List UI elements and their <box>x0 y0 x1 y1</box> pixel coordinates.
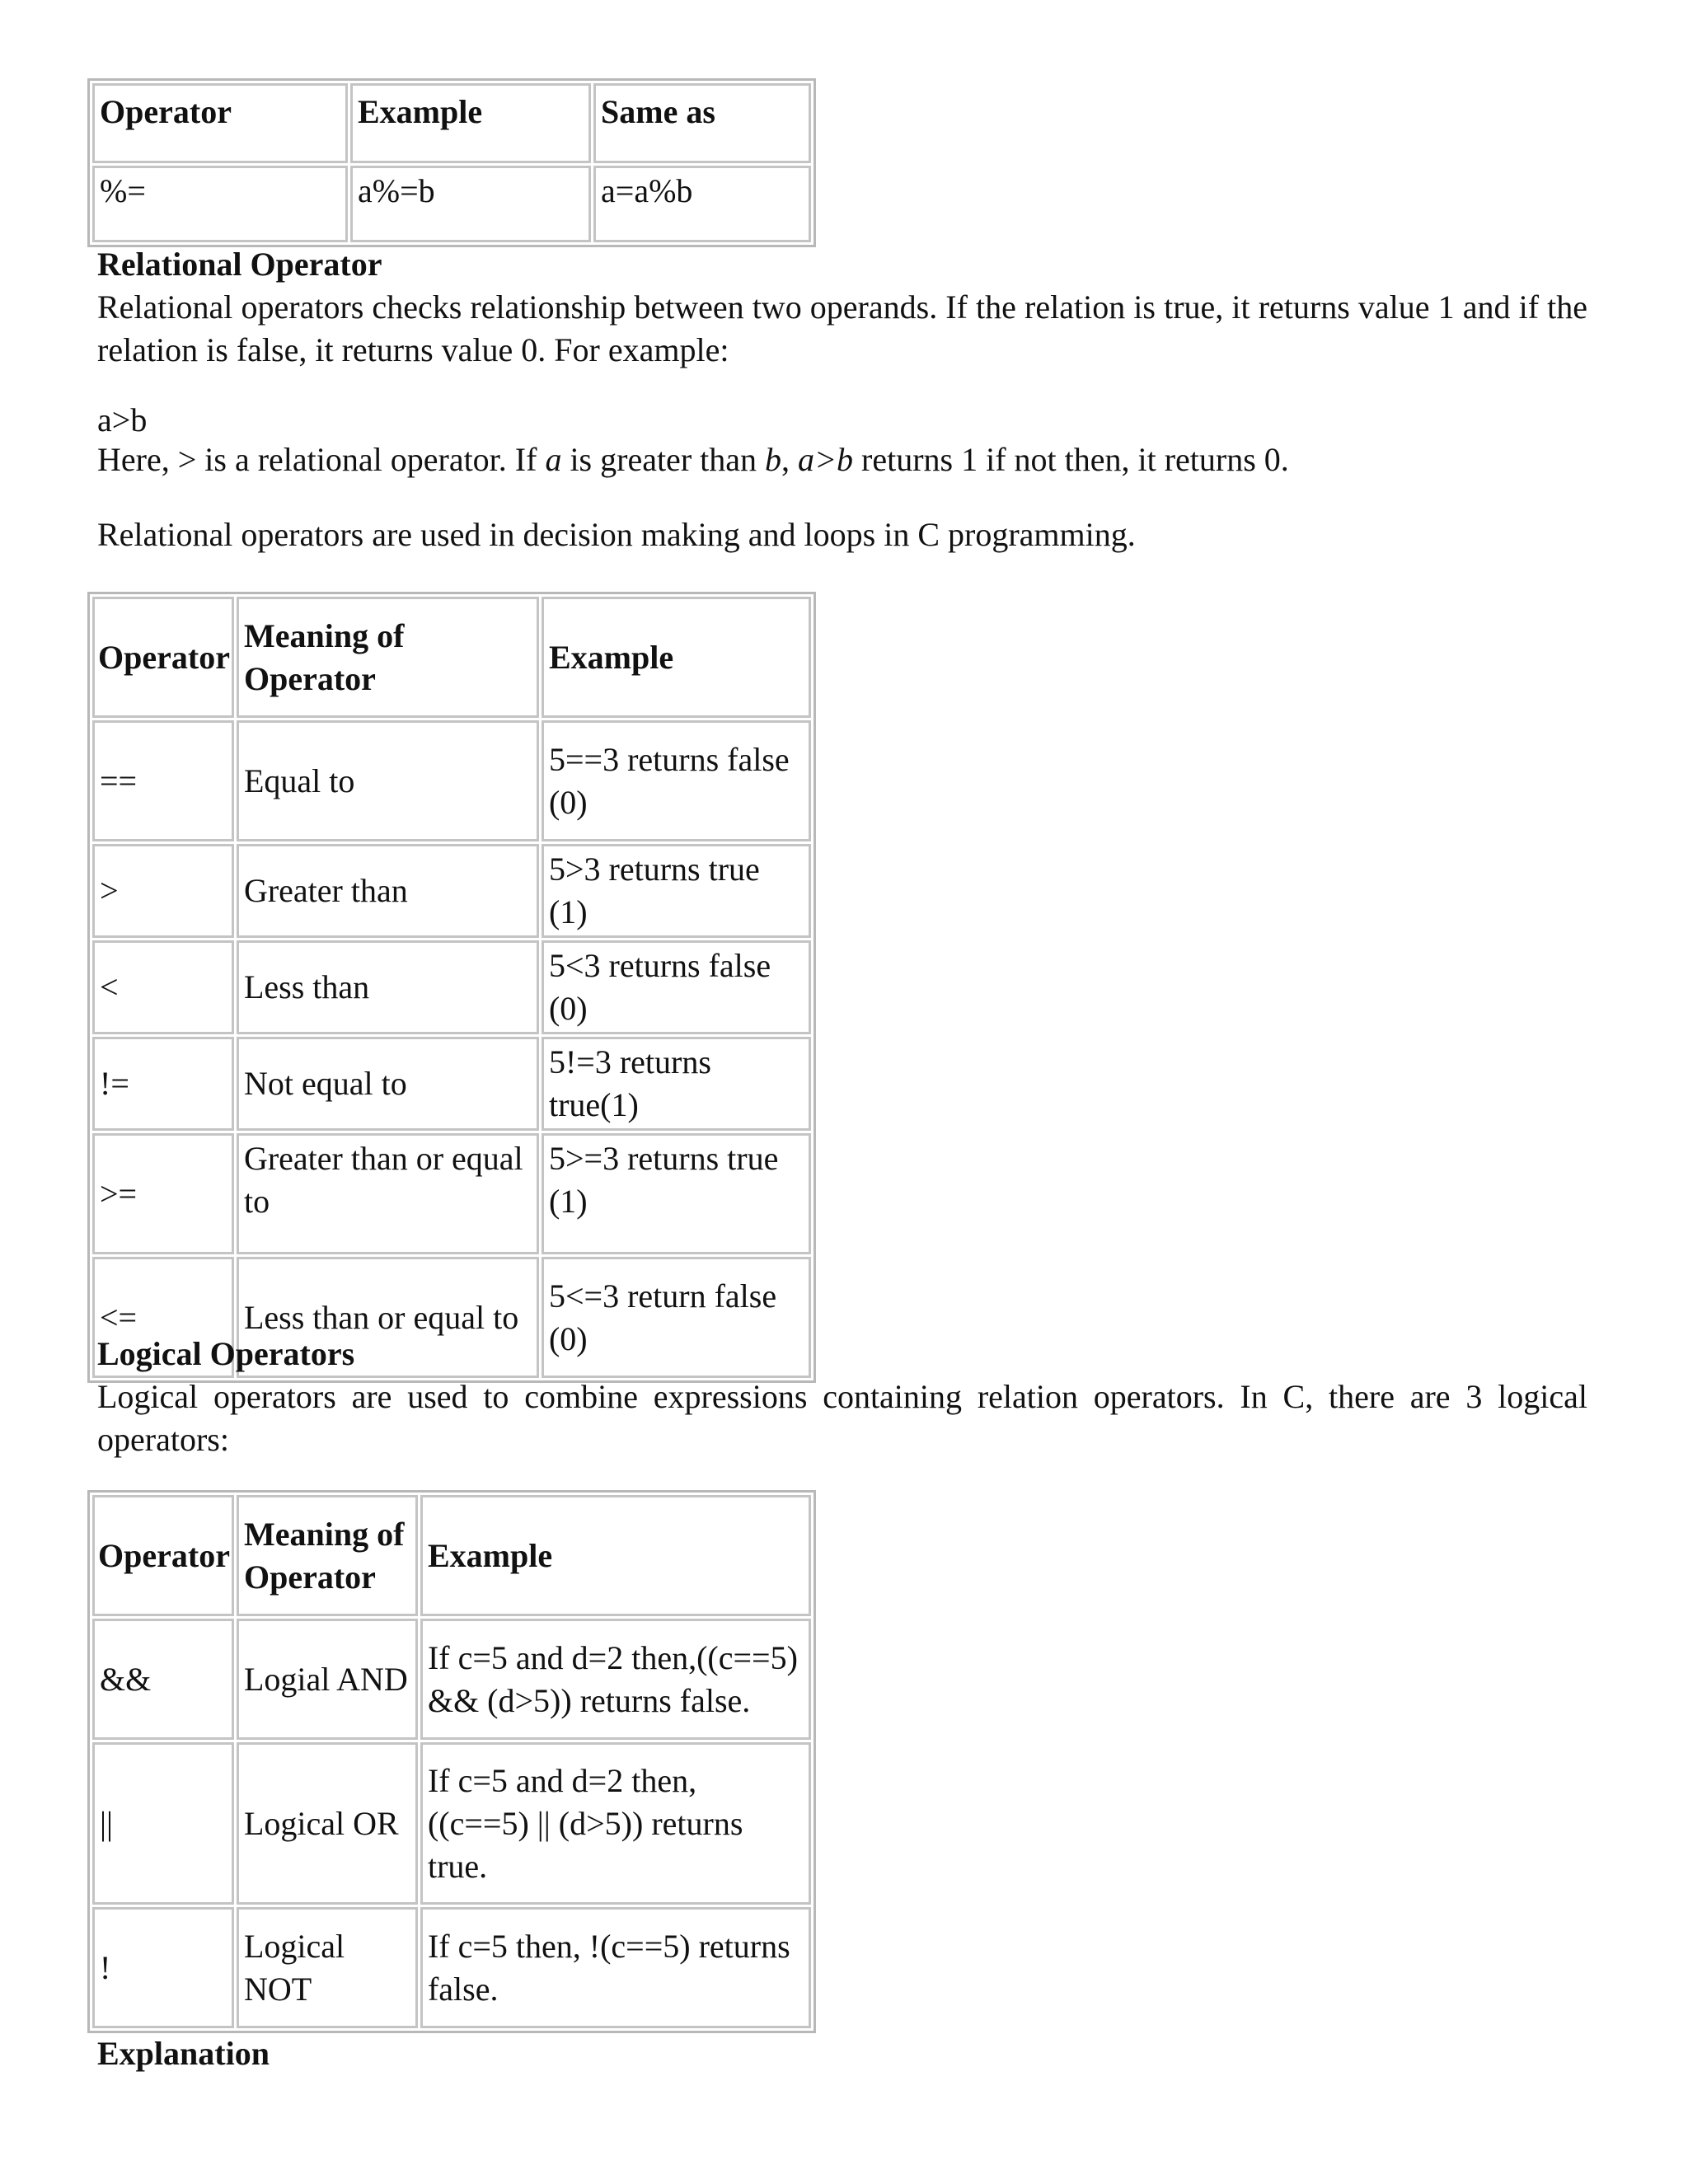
table-header-cell: Operator <box>92 83 348 163</box>
table-cell: && <box>92 1619 234 1740</box>
table-header-cell: Example <box>350 83 591 163</box>
table-cell: If c=5 then, !(c==5) returns false. <box>420 1907 811 2028</box>
table-header-cell: Operator <box>92 597 234 718</box>
table-cell: == <box>92 720 234 841</box>
section-heading-relational: Relational Operator <box>97 246 382 283</box>
relational-operator-table <box>87 592 816 1383</box>
table-cell: Logial AND <box>237 1619 418 1740</box>
table-row <box>92 844 811 938</box>
table-cell: 5==3 returns false (0) <box>542 720 811 841</box>
table-cell: a%=b <box>350 166 591 242</box>
table-cell: Logical NOT <box>237 1907 418 2028</box>
table-header-cell: Example <box>542 597 811 718</box>
table-cell: Greater than or equal to <box>237 1133 539 1254</box>
table-header-row <box>92 597 811 718</box>
table-cell: %= <box>92 166 348 242</box>
table-cell: < <box>92 940 234 1034</box>
table-cell: Equal to <box>237 720 539 841</box>
table-row <box>92 1619 811 1740</box>
table-header-cell: Operator <box>92 1495 234 1616</box>
table-header-cell: Same as <box>593 83 811 163</box>
logical-operator-table <box>87 1490 816 2033</box>
relational-usage-text: Relational operators are used in decision making and loops in C programming. <box>97 516 1136 553</box>
table-row <box>92 1133 811 1254</box>
table-cell: 5!=3 returns true(1) <box>542 1037 811 1131</box>
table-cell: || <box>92 1742 234 1905</box>
table-cell: Less than <box>237 940 539 1034</box>
table-cell: != <box>92 1037 234 1131</box>
table-cell: Not equal to <box>237 1037 539 1131</box>
logical-intro-paragraph: Logical operators are used to combine expressions containing relation operators. In C, there are 3 logical operators: <box>97 1378 1587 1458</box>
table-cell: Less than or equal to <box>237 1257 539 1378</box>
table-row <box>92 720 811 841</box>
relational-example-expression: a>b <box>97 401 148 438</box>
table-cell: 5>3 returns true (1) <box>542 844 811 938</box>
assignment-operator-table <box>87 78 816 247</box>
table-cell: If c=5 and d=2 then,((c==5) && (d>5)) returns false. <box>420 1619 811 1740</box>
table-cell: 5<3 returns false (0) <box>542 940 811 1034</box>
table-header-cell: Example <box>420 1495 811 1616</box>
table-header-cell: Meaning of Operator <box>237 1495 418 1616</box>
table-cell: Logical OR <box>237 1742 418 1905</box>
table-cell: ! <box>92 1907 234 2028</box>
table-header-row <box>92 83 811 163</box>
table-cell: <= <box>92 1257 234 1378</box>
table-cell: a=a%b <box>593 166 811 242</box>
relational-intro-paragraph: Relational operators checks relationship between two operands. If the relation is true, it returns value 1 and if the relation is false, it returns value 0. For example: <box>97 288 1587 368</box>
section-heading-logical: Logical Operators <box>97 1335 355 1372</box>
table-cell: If c=5 and d=2 then, ((c==5) || (d>5)) returns true. <box>420 1742 811 1905</box>
table-row <box>92 940 811 1034</box>
table-header-cell: Meaning of Operator <box>237 597 539 718</box>
table-row <box>92 166 811 242</box>
table-cell: >= <box>92 1133 234 1254</box>
table-cell: Greater than <box>237 844 539 938</box>
table-cell: 5<=3 return false (0) <box>542 1257 811 1378</box>
table-cell: 5>=3 returns true (1) <box>542 1133 811 1254</box>
relational-explanation-text: Here, > is a relational operator. If a is greater than b, a>b returns 1 if not then, it returns 0. <box>97 441 1289 478</box>
table-cell: > <box>92 844 234 938</box>
table-row <box>92 1037 811 1131</box>
section-heading-explanation: Explanation <box>97 2035 270 2072</box>
table-header-row <box>92 1495 811 1616</box>
table-row <box>92 1742 811 1905</box>
table-row <box>92 1907 811 2028</box>
